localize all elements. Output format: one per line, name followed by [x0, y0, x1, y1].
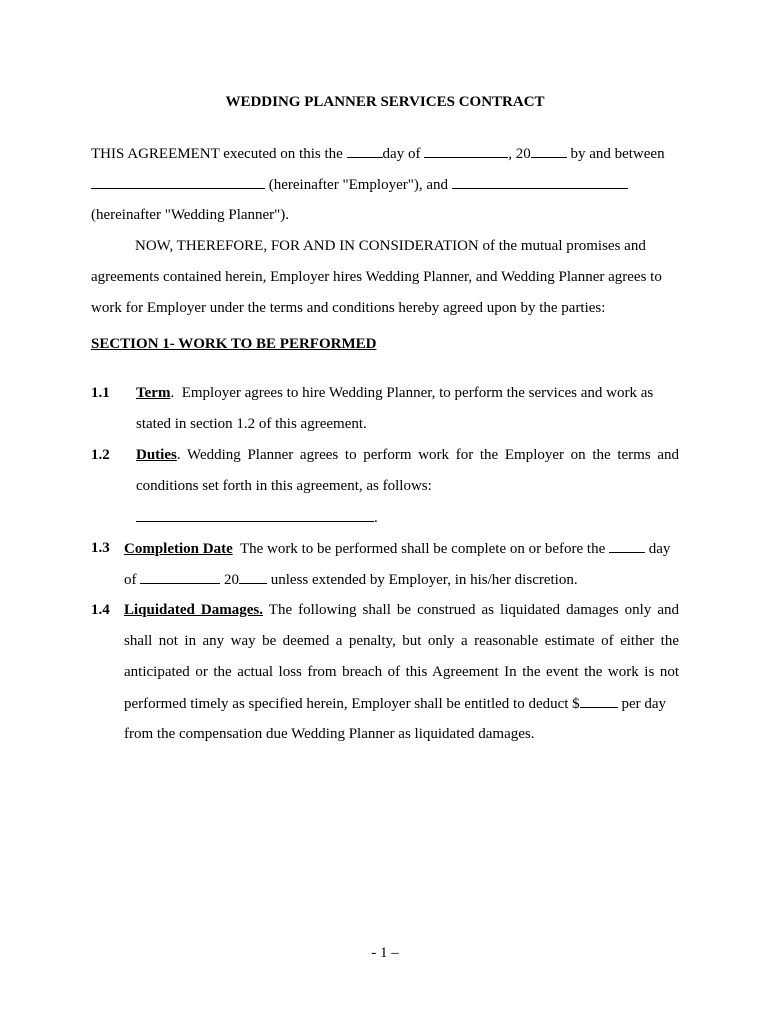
intro-line-3: (hereinafter "Wedding Planner").: [91, 207, 290, 223]
year-blank[interactable]: [531, 143, 567, 158]
planner-name-blank[interactable]: [452, 174, 628, 189]
section-1-3-of: of: [124, 572, 141, 588]
section-1-4-term: Liquidated Damages.: [124, 602, 263, 618]
intro-line-2: [91, 174, 628, 195]
document-title: WEDDING PLANNER SERVICES CONTRACT: [225, 94, 545, 110]
section-1-1-line-2: stated in section 1.2 of this agreement.: [136, 416, 367, 432]
section-1-4-text: The following shall be construed as liquidated damages only and: [263, 602, 680, 618]
section-1-4-line-3: anticipated or the actual loss from breach of this Agreement In the event the work is not: [124, 664, 679, 680]
section-1-heading: SECTION 1- WORK TO BE PERFORMED: [91, 336, 377, 352]
section-1-2-line-2: conditions set forth in this agreement, as follows:: [136, 478, 432, 494]
section-1-3-number: 1.3: [91, 540, 110, 556]
section-1-2-line-1: [136, 445, 679, 465]
section-1-4-line-1: [124, 600, 679, 620]
section-1-1-line-1: [136, 383, 653, 403]
duties-period: .: [374, 510, 378, 526]
section-1-4-line-4: [124, 693, 666, 714]
section-1-4-per-day: per day: [617, 696, 666, 712]
now-therefore-line-3: work for Employer under the terms and conditions hereby agreed upon by the parties:: [91, 300, 606, 316]
intro-text-e: (hereinafter "Employer"), and: [265, 177, 452, 193]
completion-day-blank[interactable]: [609, 538, 645, 553]
completion-year-blank[interactable]: [239, 569, 267, 584]
intro-text-b: day of: [382, 146, 425, 162]
intro-text-a: THIS AGREEMENT executed on this the: [91, 146, 347, 162]
section-1-4-line-2: shall not in any way be deemed a penalty, but only a reasonable estimate of either the: [124, 633, 679, 649]
duties-blank[interactable]: [136, 507, 374, 522]
intro-line-1: [91, 143, 665, 164]
section-1-1-term: Term: [136, 385, 171, 401]
intro-text-d: by and between: [566, 146, 665, 162]
section-1-3-term: Completion Date: [124, 541, 233, 557]
section-1-3-line-2: [124, 569, 578, 590]
section-1-3-day: day: [645, 541, 671, 557]
damages-amount-blank[interactable]: [580, 693, 618, 708]
section-1-2-term: Duties: [136, 447, 177, 463]
employer-name-blank[interactable]: [91, 174, 265, 189]
completion-month-blank[interactable]: [140, 569, 220, 584]
page-number: - 1 –: [371, 945, 399, 961]
section-1-2-text: . Wedding Planner agrees to perform work for the Employer on the terms and: [176, 447, 679, 463]
now-therefore-line-2: agreements contained herein, Employer hires Wedding Planner, and Wedding Planner agrees to: [91, 269, 662, 285]
section-1-4-deduct: performed timely as specified herein, Employer shall be entitled to deduct $: [124, 696, 580, 712]
section-1-3-text: The work to be performed shall be complete on or before the: [232, 541, 610, 557]
day-blank[interactable]: [347, 143, 383, 158]
section-1-1-text: . Employer agrees to hire Wedding Planner, to perform the services and work as: [170, 385, 654, 401]
section-1-4-line-5: from the compensation due Wedding Planner as liquidated damages.: [124, 726, 535, 742]
intro-text-c: , 20: [508, 146, 531, 162]
now-therefore-line-1: NOW, THEREFORE, FOR AND IN CONSIDERATION of the mutual promises and: [135, 238, 646, 254]
section-1-1-number: 1.1: [91, 385, 110, 401]
section-1-3-rest: unless extended by Employer, in his/her discretion.: [267, 572, 578, 588]
section-1-3-20: 20: [220, 572, 239, 588]
month-blank[interactable]: [424, 143, 508, 158]
section-1-2-number: 1.2: [91, 447, 110, 463]
section-1-2-line-3: [136, 507, 378, 528]
section-1-3-line-1: [124, 538, 670, 559]
section-1-4-number: 1.4: [91, 602, 110, 618]
